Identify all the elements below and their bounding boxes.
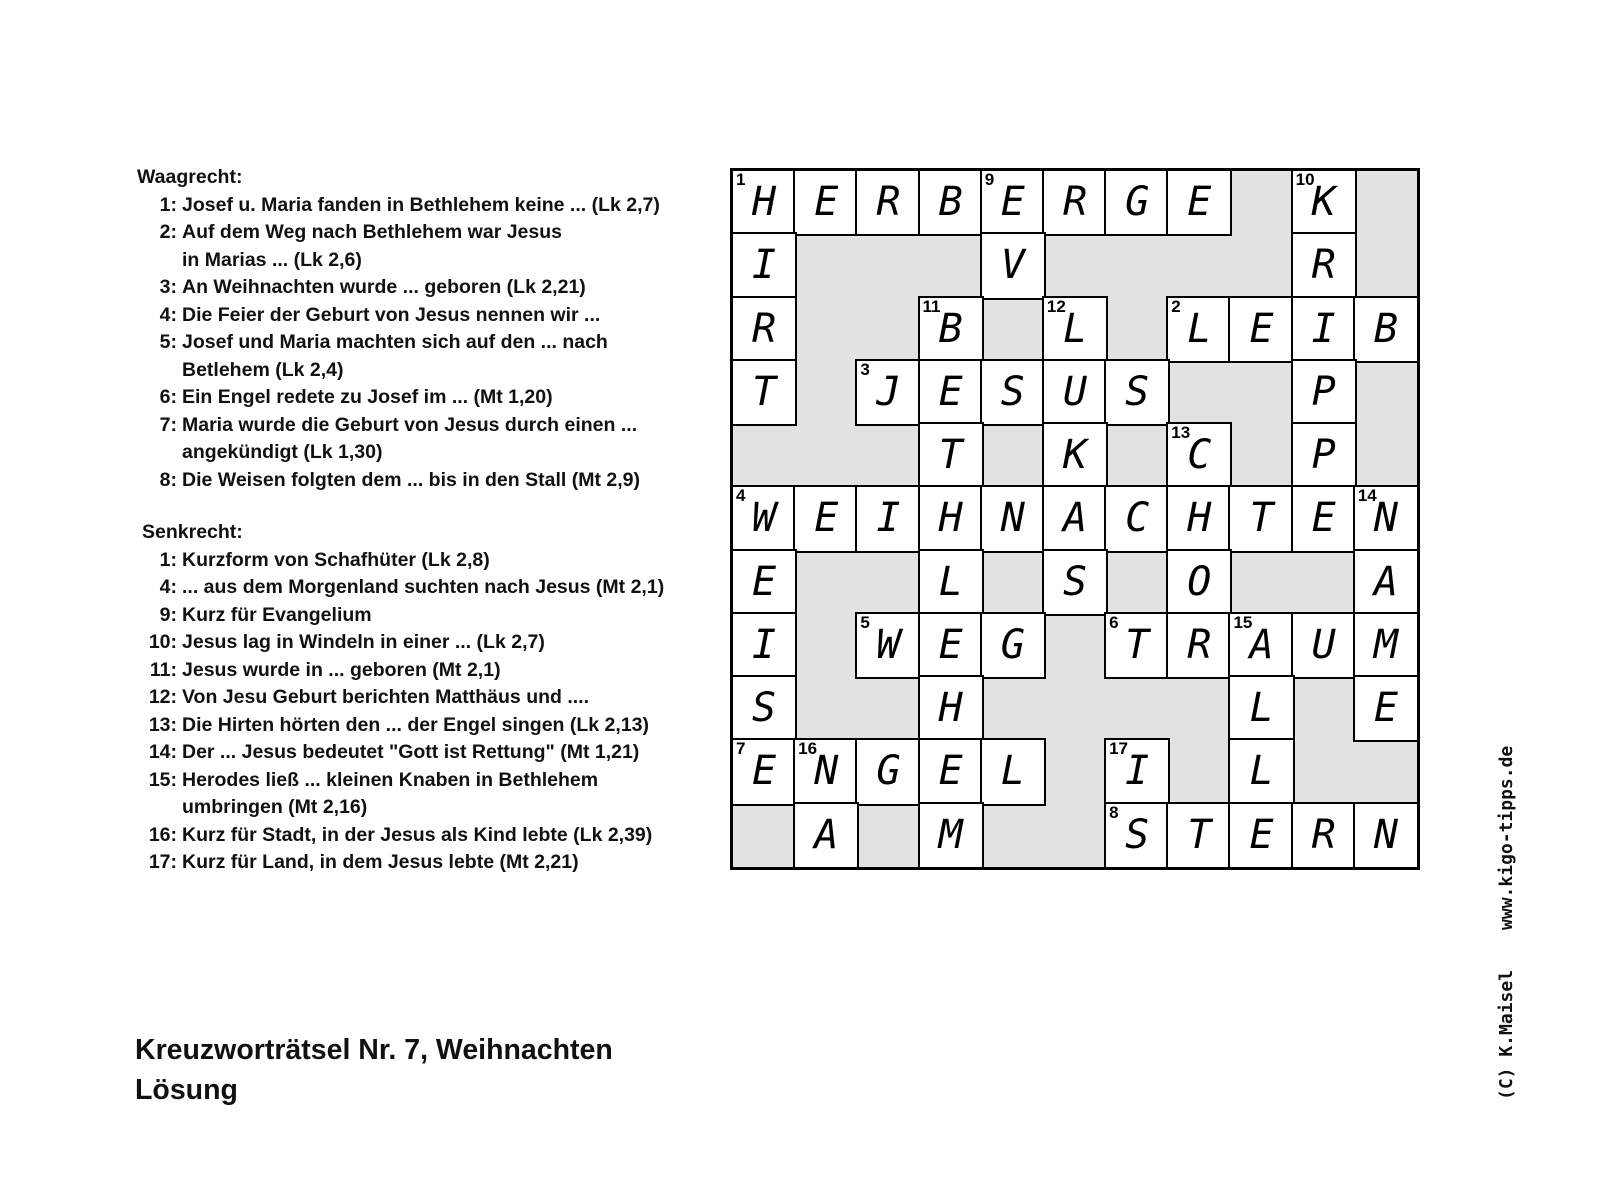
grid-cell xyxy=(1106,487,1168,550)
cell-letter: T xyxy=(938,432,963,479)
grid-cell xyxy=(920,677,982,740)
title-line: Kreuzworträtsel Nr. 7, Weihnachten xyxy=(135,1034,613,1066)
cell-number: 4 xyxy=(736,486,746,506)
cell-letter: L xyxy=(1187,305,1212,352)
clue-text: ... aus dem Morgenland suchten nach Jesus (Mt 2,1) xyxy=(182,576,665,598)
clue-text: Jesus wurde in ... geboren (Mt 2,1) xyxy=(182,658,501,681)
cell-letter: E xyxy=(1373,685,1398,732)
grid-cell xyxy=(1044,551,1106,614)
grid-cell xyxy=(1293,234,1355,297)
clue-number: 8: xyxy=(159,468,177,491)
grid-cell xyxy=(1168,424,1230,487)
grid-cell xyxy=(1106,740,1168,803)
cell-letter: N xyxy=(1373,495,1398,542)
grid-cell xyxy=(1106,171,1168,234)
cell-letter: S xyxy=(1125,368,1150,415)
cell-number: 5 xyxy=(860,612,870,632)
grid-cell xyxy=(920,424,982,487)
cell-letter: O xyxy=(1187,558,1212,605)
clue-text: Jesus lag in Windeln in einer ... (Lk 2,7) xyxy=(182,631,545,653)
cell-letter: E xyxy=(1000,179,1025,225)
cell-letter: R xyxy=(1311,811,1336,858)
grid-cell xyxy=(920,298,982,361)
grid-cell xyxy=(1106,804,1168,867)
clue-number: 3: xyxy=(159,276,177,298)
grid-cell xyxy=(733,551,795,614)
down-heading: Senkrecht: xyxy=(142,521,243,543)
grid-cell xyxy=(857,361,919,424)
grid-cell xyxy=(1168,171,1230,234)
grid-cell xyxy=(1293,298,1355,361)
grid-cell xyxy=(1230,487,1292,550)
cell-letter: I xyxy=(1311,305,1336,352)
page-title xyxy=(135,1030,613,1110)
grid-cell xyxy=(1293,487,1355,550)
clue-text: Kurzform von Schafhüter (Lk 2,8) xyxy=(182,548,490,571)
cell-letter: T xyxy=(752,368,777,415)
clue-number: 4: xyxy=(159,303,177,326)
clue-item xyxy=(137,274,697,302)
copyright-credit xyxy=(1496,746,1518,1100)
cell-letter: B xyxy=(1373,305,1398,352)
clue-text: Auf dem Weg nach Bethlehem war Jesus in Marias ... (Lk 2,6) xyxy=(182,221,562,271)
cell-letter: R xyxy=(1187,621,1212,668)
grid-cell xyxy=(982,487,1044,550)
clue-text: Der ... Jesus bedeutet "Gott ist Rettung" (Mt 1,21) xyxy=(182,741,640,763)
cell-letter: I xyxy=(876,495,901,542)
clue-number: 1: xyxy=(159,193,177,216)
cell-letter: U xyxy=(1311,621,1336,668)
grid-cell xyxy=(733,298,795,361)
cell-letter: E xyxy=(814,495,839,542)
cell-number: 7 xyxy=(736,739,746,759)
grid-cell xyxy=(1355,298,1417,361)
cell-letter: E xyxy=(1249,305,1274,352)
grid-cell xyxy=(920,487,982,550)
cell-letter: N xyxy=(1373,811,1398,858)
clue-item xyxy=(137,849,697,877)
cell-letter: E xyxy=(938,368,963,415)
cell-letter: E xyxy=(1249,811,1274,858)
cell-letter: C xyxy=(1187,432,1212,479)
clue-number: 7: xyxy=(159,413,177,436)
cell-letter: R xyxy=(1311,242,1336,289)
clue-number: 12: xyxy=(148,686,177,708)
grid-cell xyxy=(920,740,982,803)
cell-letter: C xyxy=(1125,495,1150,542)
cell-number: 3 xyxy=(860,359,870,379)
grid-cell xyxy=(733,361,795,424)
clue-item xyxy=(137,412,697,467)
grid-cell xyxy=(982,171,1044,234)
clue-list xyxy=(137,164,697,877)
cell-letter: A xyxy=(1249,621,1274,668)
grid-cell xyxy=(857,614,919,677)
cell-letter: I xyxy=(1125,748,1150,795)
cell-number: 10 xyxy=(1295,170,1315,189)
cell-letter: W xyxy=(752,495,777,542)
clue-number: 5: xyxy=(159,331,177,353)
clue-item xyxy=(137,684,697,712)
grid-cell xyxy=(1230,298,1292,361)
across-clues xyxy=(137,192,697,495)
clue-number: 1: xyxy=(159,548,177,571)
grid-cell xyxy=(920,551,982,614)
cell-letter: E xyxy=(752,748,777,795)
cell-letter: E xyxy=(938,621,963,668)
clue-number: 9: xyxy=(159,603,177,626)
cell-letter: U xyxy=(1062,368,1088,415)
grid-cell xyxy=(733,487,795,550)
cell-letter: A xyxy=(814,811,839,858)
clue-item xyxy=(137,467,697,495)
cell-letter: H xyxy=(752,179,777,225)
grid-cell xyxy=(1230,614,1292,677)
grid-cell xyxy=(857,171,919,234)
clue-item xyxy=(137,192,697,220)
grid-cell xyxy=(1044,171,1106,234)
grid-cell xyxy=(1230,677,1292,740)
cell-letter: H xyxy=(1187,495,1212,542)
cell-letter: B xyxy=(938,179,963,225)
cell-letter: I xyxy=(752,242,777,289)
grid-cell xyxy=(857,740,919,803)
grid-cell xyxy=(1168,551,1230,614)
grid-cell xyxy=(1106,614,1168,677)
clue-item xyxy=(137,302,697,330)
clue-text: Kurz für Stadt, in der Jesus als Kind lebte (Lk 2,39) xyxy=(182,823,653,846)
cell-letter: M xyxy=(1373,621,1398,668)
cell-letter: T xyxy=(1125,621,1150,668)
cell-letter: K xyxy=(1062,432,1088,479)
grid-cell xyxy=(1293,804,1355,867)
clue-item xyxy=(137,767,697,822)
clue-text: Josef u. Maria fanden in Bethlehem keine ... (Lk 2,7) xyxy=(182,193,660,216)
cell-letter: I xyxy=(752,621,777,668)
clue-number: 17: xyxy=(148,851,177,873)
cell-letter: E xyxy=(752,558,777,605)
cell-letter: H xyxy=(938,495,963,542)
cell-number: 8 xyxy=(1109,802,1119,822)
grid-cell xyxy=(1293,361,1355,424)
clue-item xyxy=(137,384,697,412)
clue-text: Kurz für Land, in dem Jesus lebte (Mt 2,21) xyxy=(182,851,579,873)
cell-letter: E xyxy=(1187,179,1212,225)
cell-letter: G xyxy=(1125,179,1150,225)
cell-number: 9 xyxy=(984,170,995,189)
cell-number: 11 xyxy=(922,296,941,316)
subtitle-line: Lösung xyxy=(135,1074,238,1106)
cell-letter: N xyxy=(1000,495,1025,542)
clue-text: Von Jesu Geburt berichten Matthäus und .... xyxy=(182,686,590,708)
clue-number: 16: xyxy=(148,823,177,846)
grid-cell xyxy=(795,487,857,550)
cell-letter: H xyxy=(938,685,963,732)
clue-item xyxy=(137,629,697,657)
grid-cell xyxy=(1355,677,1417,740)
cell-letter: S xyxy=(1125,811,1150,858)
grid-cell xyxy=(733,740,795,803)
grid-cell xyxy=(857,487,919,550)
grid-cell xyxy=(733,677,795,740)
cell-letter: V xyxy=(1000,242,1025,289)
cell-number: 16 xyxy=(798,739,818,759)
grid-cell xyxy=(795,740,857,803)
clue-item xyxy=(137,574,697,602)
grid-cell xyxy=(733,614,795,677)
cell-letter: A xyxy=(1062,495,1088,542)
cell-number: 12 xyxy=(1046,296,1066,316)
grid-cell xyxy=(920,614,982,677)
website-credit: www.kigo-tipps.de xyxy=(1496,745,1517,930)
cell-number: 13 xyxy=(1171,423,1191,443)
author-credit: (C) K.Maisel xyxy=(1496,969,1517,1100)
cell-letter: K xyxy=(1311,179,1336,225)
grid-cell xyxy=(1044,487,1106,550)
cell-letter: E xyxy=(938,748,963,795)
grid-cell xyxy=(1355,614,1417,677)
cell-letter: G xyxy=(1000,621,1025,668)
grid-cell xyxy=(982,740,1044,803)
clue-number: 2: xyxy=(159,221,177,243)
clue-text: Die Hirten hörten den ... der Engel singen (Lk 2,13) xyxy=(182,713,650,736)
cell-letter: L xyxy=(1249,685,1274,732)
cell-letter: P xyxy=(1311,368,1336,415)
grid-cell xyxy=(1044,361,1106,424)
cell-letter: R xyxy=(752,305,777,352)
clue-number: 11: xyxy=(149,658,177,681)
cell-letter: E xyxy=(1311,495,1336,542)
clue-number: 15: xyxy=(148,768,177,791)
grid-cell xyxy=(1293,424,1355,487)
clue-number: 14: xyxy=(148,741,177,763)
clue-item xyxy=(137,602,697,630)
cell-number: 2 xyxy=(1171,296,1181,316)
clue-number: 4: xyxy=(159,576,177,598)
grid-cell xyxy=(733,234,795,297)
grid-cell xyxy=(1168,614,1230,677)
cell-letter: L xyxy=(938,558,963,605)
grid-cell xyxy=(1168,487,1230,550)
clue-item xyxy=(137,739,697,767)
grid-cell xyxy=(982,361,1044,424)
grid-cell xyxy=(982,234,1044,297)
cell-letter: S xyxy=(1062,558,1088,605)
cell-letter: J xyxy=(876,368,901,415)
grid-cell xyxy=(1355,804,1417,867)
cell-letter: R xyxy=(876,179,901,225)
cell-letter: A xyxy=(1373,558,1398,605)
cell-letter: L xyxy=(1249,748,1274,795)
grid-cell xyxy=(1044,298,1106,361)
cell-number: 17 xyxy=(1109,739,1128,759)
grid-cell xyxy=(1230,740,1292,803)
clue-number: 13: xyxy=(148,713,177,736)
cell-number: 15 xyxy=(1233,612,1253,632)
grid-cell xyxy=(795,171,857,234)
grid-cell xyxy=(920,804,982,867)
cell-letter: M xyxy=(938,811,963,858)
clue-text: Herodes ließ ... kleinen Knaben in Bethlehem umbringen (Mt 2,16) xyxy=(182,768,599,818)
cell-number: 1 xyxy=(736,170,746,189)
grid-cell xyxy=(1044,424,1106,487)
cell-letter: R xyxy=(1062,179,1088,225)
crossword-grid xyxy=(730,168,1420,870)
clue-item xyxy=(137,219,697,274)
grid-cell xyxy=(1106,361,1168,424)
cell-letter: L xyxy=(1000,748,1025,795)
grid-cell xyxy=(1230,804,1292,867)
grid-cell xyxy=(795,804,857,867)
clue-item xyxy=(137,329,697,384)
cell-letter: S xyxy=(752,685,777,732)
clue-item xyxy=(137,657,697,685)
clue-item xyxy=(137,547,697,575)
grid-cell xyxy=(920,361,982,424)
cell-number: 14 xyxy=(1357,486,1377,506)
across-heading: Waagrecht: xyxy=(137,166,243,188)
grid-cell xyxy=(1355,487,1417,550)
clue-text: Die Weisen folgten dem ... bis in den Stall (Mt 2,9) xyxy=(182,468,640,491)
clue-text: An Weihnachten wurde ... geboren (Lk 2,21) xyxy=(182,276,586,298)
cell-number: 6 xyxy=(1109,612,1119,632)
grid-cell xyxy=(1168,804,1230,867)
cell-letter: T xyxy=(1249,495,1274,542)
clue-item xyxy=(137,712,697,740)
cell-letter: T xyxy=(1187,811,1212,858)
grid-cell xyxy=(920,171,982,234)
clue-text: Die Feier der Geburt von Jesus nennen wir ... xyxy=(182,303,601,326)
cell-letter: E xyxy=(814,179,839,225)
cell-letter: B xyxy=(938,305,963,352)
clue-number: 10: xyxy=(148,631,177,653)
grid-cell xyxy=(1355,551,1417,614)
cell-letter: W xyxy=(876,621,901,668)
cell-letter: L xyxy=(1062,305,1088,352)
cell-letter: G xyxy=(876,748,901,795)
clue-number: 6: xyxy=(159,386,177,408)
clue-text: Kurz für Evangelium xyxy=(182,603,372,626)
clue-text: Maria wurde die Geburt von Jesus durch einen ... angekündigt (Lk 1,30) xyxy=(182,413,638,463)
grid-cell xyxy=(733,171,795,234)
grid-cell xyxy=(1168,298,1230,361)
clue-text: Ein Engel redete zu Josef im ... (Mt 1,20) xyxy=(182,386,553,408)
cell-letter: N xyxy=(814,748,839,795)
grid-cell xyxy=(982,614,1044,677)
clue-text: Josef und Maria machten sich auf den ... nach Betlehem (Lk 2,4) xyxy=(182,331,608,381)
cell-letter: P xyxy=(1311,432,1336,479)
grid-cell xyxy=(1293,171,1355,234)
cell-letter: S xyxy=(1000,368,1025,415)
clue-item xyxy=(137,822,697,850)
down-clues xyxy=(137,547,697,877)
grid-cell xyxy=(1293,614,1355,677)
